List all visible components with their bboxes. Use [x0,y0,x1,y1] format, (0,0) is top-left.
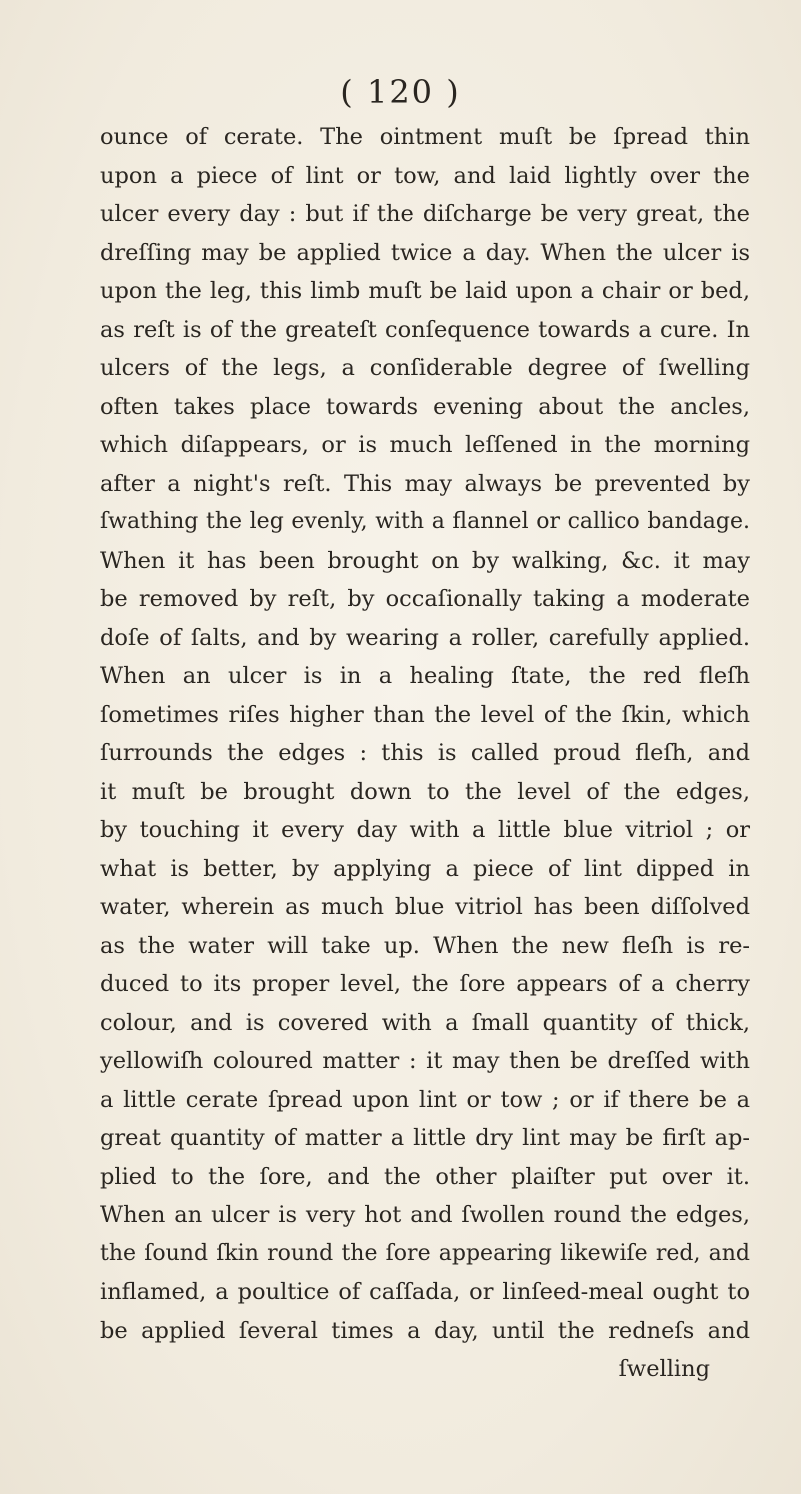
text-line: the ſound ſkin round the ſore appearing likewiſe red, and [100,1240,750,1266]
text-line: ſwelling [618,1356,710,1382]
text-line: a little cerate ſpread upon lint or tow ; or if there be a [100,1086,750,1113]
text-line: it muſt be brought down to the level of the edges, [100,778,750,805]
text-line: plied to the ſore, and the other plaiſter put over it. [100,1163,750,1190]
text-line: When an ulcer is in a healing ſtate, the red fleſh [100,663,750,689]
text-line: be removed by reſt, by occaſionally taking a moderate [100,586,750,612]
text-line: ounce of cerate. The ointment muſt be ſpread thin [100,124,750,150]
text-line: upon a piece of lint or tow, and laid lightly over the [100,162,750,189]
text-line: doſe of ſalts, and by wearing a roller, carefully applied. [100,624,750,651]
text-line: ulcers of the legs, a conſiderable degree of ſwelling [100,355,750,381]
text-line: colour, and is covered with a ſmall quantity of thick, [100,1009,750,1036]
text-line: dreſſing may be applied twice a day. When the ulcer is [100,239,750,266]
page-number: ( 120 ) [340,73,461,111]
text-line: ulcer every day : but if the diſcharge be very great, the [100,201,750,227]
text-line: ſurrounds the edges : this is called proud fleſh, and [100,740,750,766]
text-line: be applied ſeveral times a day, until the redneſs and [100,1317,750,1344]
text-line: yellowiſh coloured matter : it may then be dreſſed with [100,1048,750,1074]
text-line: as reſt is of the greateſt conſequence towards a cure. In [100,316,750,343]
text-line: often takes place towards evening about the ancles, [100,393,750,420]
text-line: When it has been brought on by walking, &c. it may [100,547,750,574]
text-line: what is better, by applying a piece of lint dipped in [100,855,750,882]
text-line: When an ulcer is very hot and ſwollen round the edges, [100,1202,750,1228]
text-line: as the water will take up. When the new fleſh is re- [100,932,750,959]
text-line: ſwathing the leg evenly, with a flannel or callico bandage. [100,509,750,534]
text-line: which diſappears, or is much leſſened in the morning [100,432,750,458]
text-line: by touching it every day with a little blue vitriol ; or [100,817,750,843]
text-line: after a night's reſt. This may always be prevented by [100,470,750,497]
body-text [100,118,750,1389]
text-line: ſometimes riſes higher than the level of the ſkin, which [100,701,750,728]
text-line: inflamed, a poultice of caſſada, or linſeed-meal ought to [100,1279,750,1305]
text-line: duced to its proper level, the ſore appears of a cherry [100,971,750,997]
text-line: upon the leg, this limb muſt be laid upon a chair or bed, [100,278,750,304]
text-line: great quantity of matter a little dry lint may be firſt ap- [100,1125,750,1151]
text-line: water, wherein as much blue vitriol has been diſſolved [100,894,750,920]
